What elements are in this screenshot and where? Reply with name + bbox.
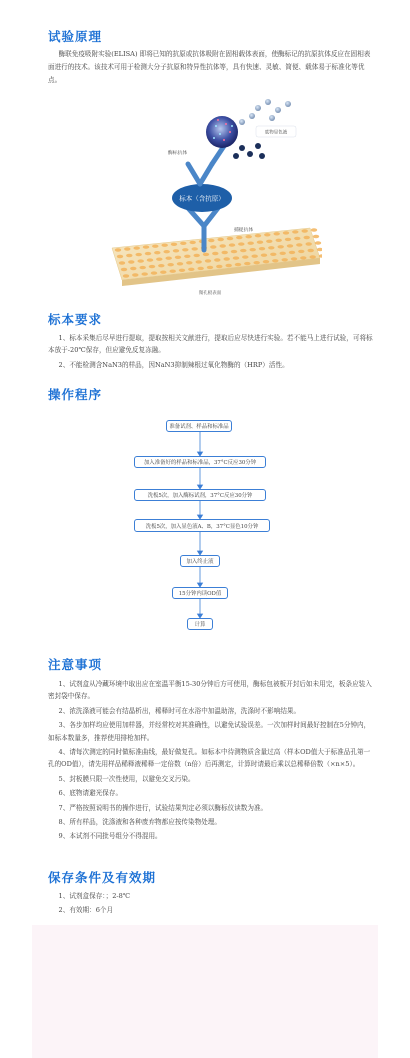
- plate-well: [252, 255, 258, 258]
- plate-label: 微孔板表面: [198, 290, 222, 295]
- plate-well: [123, 274, 129, 277]
- plate-well: [182, 248, 188, 251]
- enzyme-sparkle: [225, 123, 227, 125]
- plate-well: [315, 241, 321, 244]
- substrate-dot-light: [285, 101, 291, 107]
- plate-well: [282, 258, 288, 261]
- plate-well: [233, 256, 239, 259]
- plate-well: [287, 244, 293, 247]
- capture-label: 捕捉抗体: [234, 228, 254, 233]
- plate-well: [175, 256, 181, 259]
- microplate: [112, 228, 322, 286]
- plate-well: [140, 266, 146, 269]
- plate-well: [218, 238, 224, 241]
- plate-well: [226, 264, 232, 267]
- plate-well: [231, 250, 237, 253]
- section-title-procedure: 操作程序: [48, 387, 103, 402]
- plate-well: [261, 254, 267, 257]
- enzyme-sparkle: [229, 131, 231, 133]
- plate-well: [283, 231, 289, 234]
- note-item: 5、封板膜只限一次性使用，以避免交叉污染。: [58, 774, 195, 783]
- section-title-notes: 注意事项: [48, 657, 103, 672]
- enzyme-sparkle: [223, 139, 225, 141]
- substrate-dot-dark: [259, 153, 265, 159]
- substrate-dot-dark: [247, 151, 253, 157]
- plate-well: [302, 229, 308, 232]
- plate-well: [270, 253, 276, 256]
- notes-list: [48, 678, 376, 845]
- enzyme-sparkle: [217, 119, 219, 121]
- section-title-sample: 标本要求: [48, 312, 103, 327]
- plate-well: [149, 265, 155, 268]
- plate-well: [194, 254, 200, 257]
- plate-well: [119, 261, 125, 264]
- note-item: 7、严格按照说明书的操作进行，试验结果判定必须以酶标仪读数为准。: [58, 803, 268, 812]
- plate-well: [180, 242, 186, 245]
- note-item: 9、本试剂不同批号组分不得混用。: [58, 832, 162, 841]
- plate-well: [306, 242, 312, 245]
- plate-well: [235, 263, 241, 266]
- plate-well: [222, 251, 228, 254]
- plate-well: [311, 228, 317, 231]
- plate-well: [154, 251, 160, 254]
- plate-well: [212, 252, 218, 255]
- plate-well: [268, 246, 274, 249]
- plate-well: [124, 247, 130, 250]
- substrate-dot-light: [269, 115, 275, 121]
- plate-well: [130, 267, 136, 270]
- enzyme-label: 酶标抗体: [168, 151, 188, 156]
- plate-well: [196, 260, 202, 263]
- plate-well: [208, 239, 214, 242]
- plate-well: [264, 233, 270, 236]
- plate-well: [170, 270, 176, 273]
- substrate-dot-light: [265, 99, 271, 105]
- plate-well: [156, 258, 162, 261]
- plate-well: [291, 257, 297, 260]
- note-item: 4、请每次测定的同时做标准曲线，最好做复孔。如标本中待测物质含量过高（样本OD值大于标准品孔第一孔的OD值），请先用样品稀释液稀释一定倍数（n倍）后再测定，计算时请最后乘以总稀释倍数（×n×5）。: [48, 748, 371, 769]
- plate-well: [272, 259, 278, 262]
- plate-well: [255, 234, 261, 237]
- plate-well: [205, 259, 211, 262]
- plate-well: [278, 245, 284, 248]
- substrate-dot-dark: [255, 143, 261, 149]
- sample-list: [48, 332, 376, 373]
- plate-well: [220, 244, 226, 247]
- enzyme-antibody: [188, 146, 224, 184]
- plate-well: [115, 248, 121, 251]
- plate-well: [224, 257, 230, 260]
- plate-well: [177, 262, 183, 265]
- plate-well: [274, 232, 280, 235]
- plate-well: [179, 269, 185, 272]
- plate-well: [168, 263, 174, 266]
- note-item: 8、所有样品，洗涤液和各种废弃物都应按传染物处理。: [58, 818, 221, 827]
- plate-well: [121, 268, 127, 271]
- plate-well: [198, 267, 204, 270]
- plate-well: [171, 243, 177, 246]
- section-title-storage: 保存条件及有效期: [48, 870, 157, 885]
- substrate-dot-light: [275, 107, 281, 113]
- plate-well: [192, 247, 198, 250]
- note-item: 1、试剂盒从冷藏环境中取出应在室温平衡15-30分钟后方可使用，酶标包被板开封后如未用完，板条应装入密封袋中保存。: [48, 680, 372, 701]
- plate-well: [263, 260, 269, 263]
- plate-well: [134, 246, 140, 249]
- plate-well: [216, 265, 222, 268]
- sample-item: 2、不能检测含NaN3的样品，因NaN3抑制辣根过氧化物酶的（HRP）活性。: [58, 360, 289, 369]
- plate-well: [210, 245, 216, 248]
- plate-well: [240, 249, 246, 252]
- plate-well: [266, 240, 272, 243]
- enzyme-sparkle: [219, 133, 221, 135]
- substrate-dot-light: [239, 119, 245, 125]
- plate-well: [145, 252, 151, 255]
- standard-label: 标本（含抗原）: [179, 195, 225, 203]
- storage-list: [48, 890, 376, 919]
- principle-paragraph: [48, 48, 376, 87]
- note-item: 6、底物请避光保存。: [58, 789, 123, 798]
- plate-well: [292, 230, 298, 233]
- plate-well: [147, 258, 153, 261]
- flow-step-stop: 加入终止液: [180, 555, 220, 567]
- plate-well: [313, 235, 319, 238]
- plate-well: [188, 268, 194, 271]
- plate-well: [289, 251, 295, 254]
- plate-well: [308, 249, 314, 252]
- note-item: 3、各步加样均应使用加样器，并经常校对其准确性，以避免试验误差。一次加样时间最好控制在5分钟内，如标本数量多，推荐使用排枪加样。: [48, 721, 371, 742]
- plate-well: [138, 259, 144, 262]
- flow-step-enzyme: 洗板5次，加入酶标试剂，37°C反应30分钟: [134, 489, 266, 501]
- plate-well: [143, 245, 149, 248]
- plate-well: [259, 247, 265, 250]
- plate-well: [160, 271, 166, 274]
- plate-well: [166, 257, 172, 260]
- plate-well: [294, 237, 300, 240]
- plate-well: [128, 260, 134, 263]
- bottom-decoration: [32, 925, 378, 1058]
- plate-well: [152, 245, 158, 248]
- plate-well: [280, 252, 286, 255]
- plate-well: [173, 249, 179, 252]
- note-item: 2、浓洗涤液可能会有结晶析出，稀释时可在水浴中加温助溶，洗涤时不影响结果。: [58, 706, 301, 715]
- substrate-dot-light: [255, 105, 261, 111]
- plate-well: [126, 254, 132, 257]
- plate-well: [236, 236, 242, 239]
- plate-well: [242, 255, 248, 258]
- section-title-principle: 试验原理: [48, 29, 103, 44]
- plate-well: [151, 271, 157, 274]
- plate-well: [214, 258, 220, 261]
- plate-well: [186, 261, 192, 264]
- plate-well: [229, 243, 235, 246]
- principle-text: 酶联免疫吸附实验(ELISA) 即将已知的抗原或抗体吸附在固相载体表面，使酶标记的抗原抗体反应在固相表面进行的技术。该技术可用于检测大分子抗原和特异性抗体等，具有快速、灵敏、简便、载体易于标准化等优点。: [48, 50, 371, 84]
- plate-well: [207, 266, 213, 269]
- flow-step-add-sample: 加入准备好的样品和标准品，37°C反应30分钟: [134, 456, 266, 468]
- plate-well: [203, 253, 209, 256]
- plate-well: [190, 241, 196, 244]
- plate-well: [310, 255, 316, 258]
- plate-well: [254, 261, 260, 264]
- enzyme-sparkle: [213, 137, 215, 139]
- plate-well: [246, 235, 252, 238]
- plate-well: [257, 241, 263, 244]
- storage-item: 2、有效期：6个月: [58, 906, 114, 915]
- substrate-dot-dark: [239, 145, 245, 151]
- plate-well: [132, 273, 138, 276]
- plate-well: [248, 242, 254, 245]
- sample-item: 1、标本采集后尽早进行提取，提取按相关文献进行，提取后应尽快进行实验。若不能马上进行试验，可将标本放于-20℃保存，但应避免反复冻融。: [48, 334, 373, 355]
- elisa-diagram: [92, 98, 322, 313]
- plate-well: [162, 244, 168, 247]
- plate-well: [304, 236, 310, 239]
- plate-well: [285, 238, 291, 241]
- plate-well: [244, 262, 250, 265]
- substrate-label: 底物显色液: [264, 129, 288, 135]
- enzyme-sparkle: [231, 125, 233, 127]
- plate-well: [142, 272, 148, 275]
- plate-well: [117, 255, 123, 258]
- flow-step-read: 15分钟内读OD值: [172, 587, 228, 599]
- plate-well: [164, 250, 170, 253]
- enzyme-sparkle: [215, 125, 217, 127]
- substrate-dot-light: [249, 113, 255, 119]
- plate-well: [276, 239, 282, 242]
- flow-step-calc: 计算: [187, 618, 213, 630]
- plate-well: [136, 253, 142, 256]
- enzyme-ball: [206, 116, 238, 148]
- plate-well: [296, 243, 302, 246]
- plate-well: [250, 248, 256, 251]
- substrate-dot-dark: [233, 153, 239, 159]
- plate-well: [298, 250, 304, 253]
- plate-well: [238, 242, 244, 245]
- plate-well: [158, 264, 164, 267]
- plate-well: [227, 237, 233, 240]
- storage-item: 1、试剂盒保存：；2-8℃: [58, 892, 131, 900]
- plate-well: [300, 256, 306, 259]
- flow-step-color: 洗板5次，加入显色液A、B，37°C显色10分钟: [134, 519, 270, 532]
- plate-well: [184, 255, 190, 258]
- flow-step-prepare: 准备试剂、样品和标准品: [166, 420, 232, 432]
